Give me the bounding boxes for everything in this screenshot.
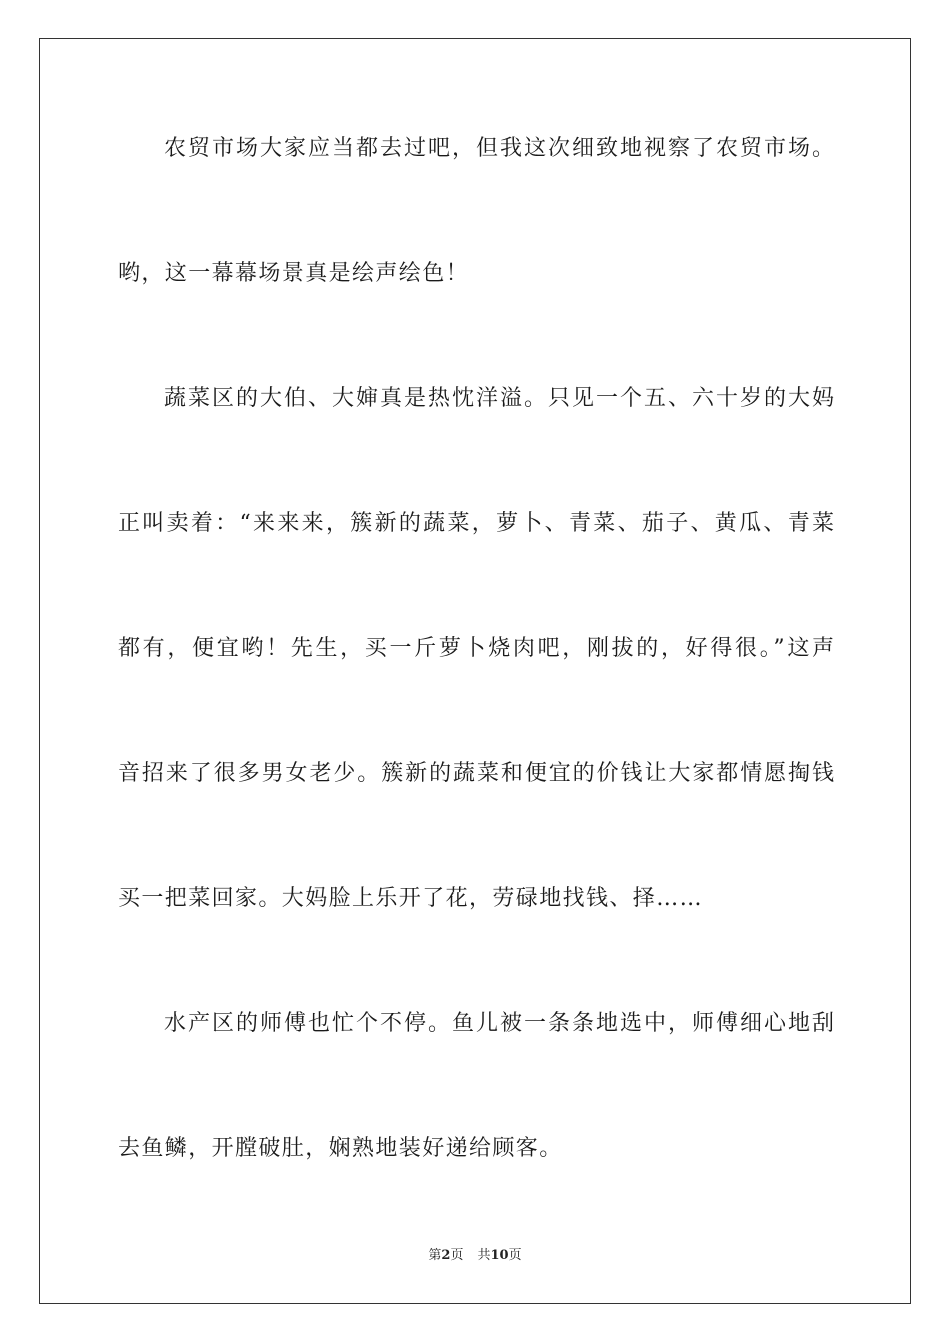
page-footer	[0, 1247, 950, 1265]
paragraph-2-line-3: 都有，便宜哟！先生，买一斤萝卜烧肉吧，刚拔的，好得很。”这声	[118, 636, 834, 661]
paragraph-2-line-5: 买一把菜回家。大妈脸上乐开了花，劳碌地找钱、择……	[118, 886, 704, 911]
paragraph-1-line-1: 农贸市场大家应当都去过吧，但我这次细致地视察了农贸市场。	[164, 136, 834, 161]
paragraph-1-line-2: 哟，这一幕幕场景真是绘声绘色！	[118, 261, 470, 286]
paragraph-2-line-4: 音招来了很多男女老少。簇新的蔬菜和便宜的价钱让大家都情愿掏钱	[118, 761, 834, 786]
paragraph-3-line-2: 去鱼鳞，开膛破肚，娴熟地装好递给顾客。	[118, 1136, 563, 1161]
page-border	[39, 38, 911, 1304]
paragraph-2-line-1: 蔬菜区的大伯、大婶真是热忱洋溢。只见一个五、六十岁的大妈	[164, 386, 834, 411]
paragraph-3-line-1: 水产区的师傅也忙个不停。鱼儿被一条条地选中，师傅细心地刮	[164, 1011, 834, 1036]
page-indicator: 第2页	[428, 1248, 464, 1263]
paragraph-2-line-2: 正叫卖着：“来来来，簇新的蔬菜，萝卜、青菜、茄子、黄瓜、青菜	[118, 511, 834, 536]
total-pages-indicator: 共10页	[477, 1248, 522, 1263]
